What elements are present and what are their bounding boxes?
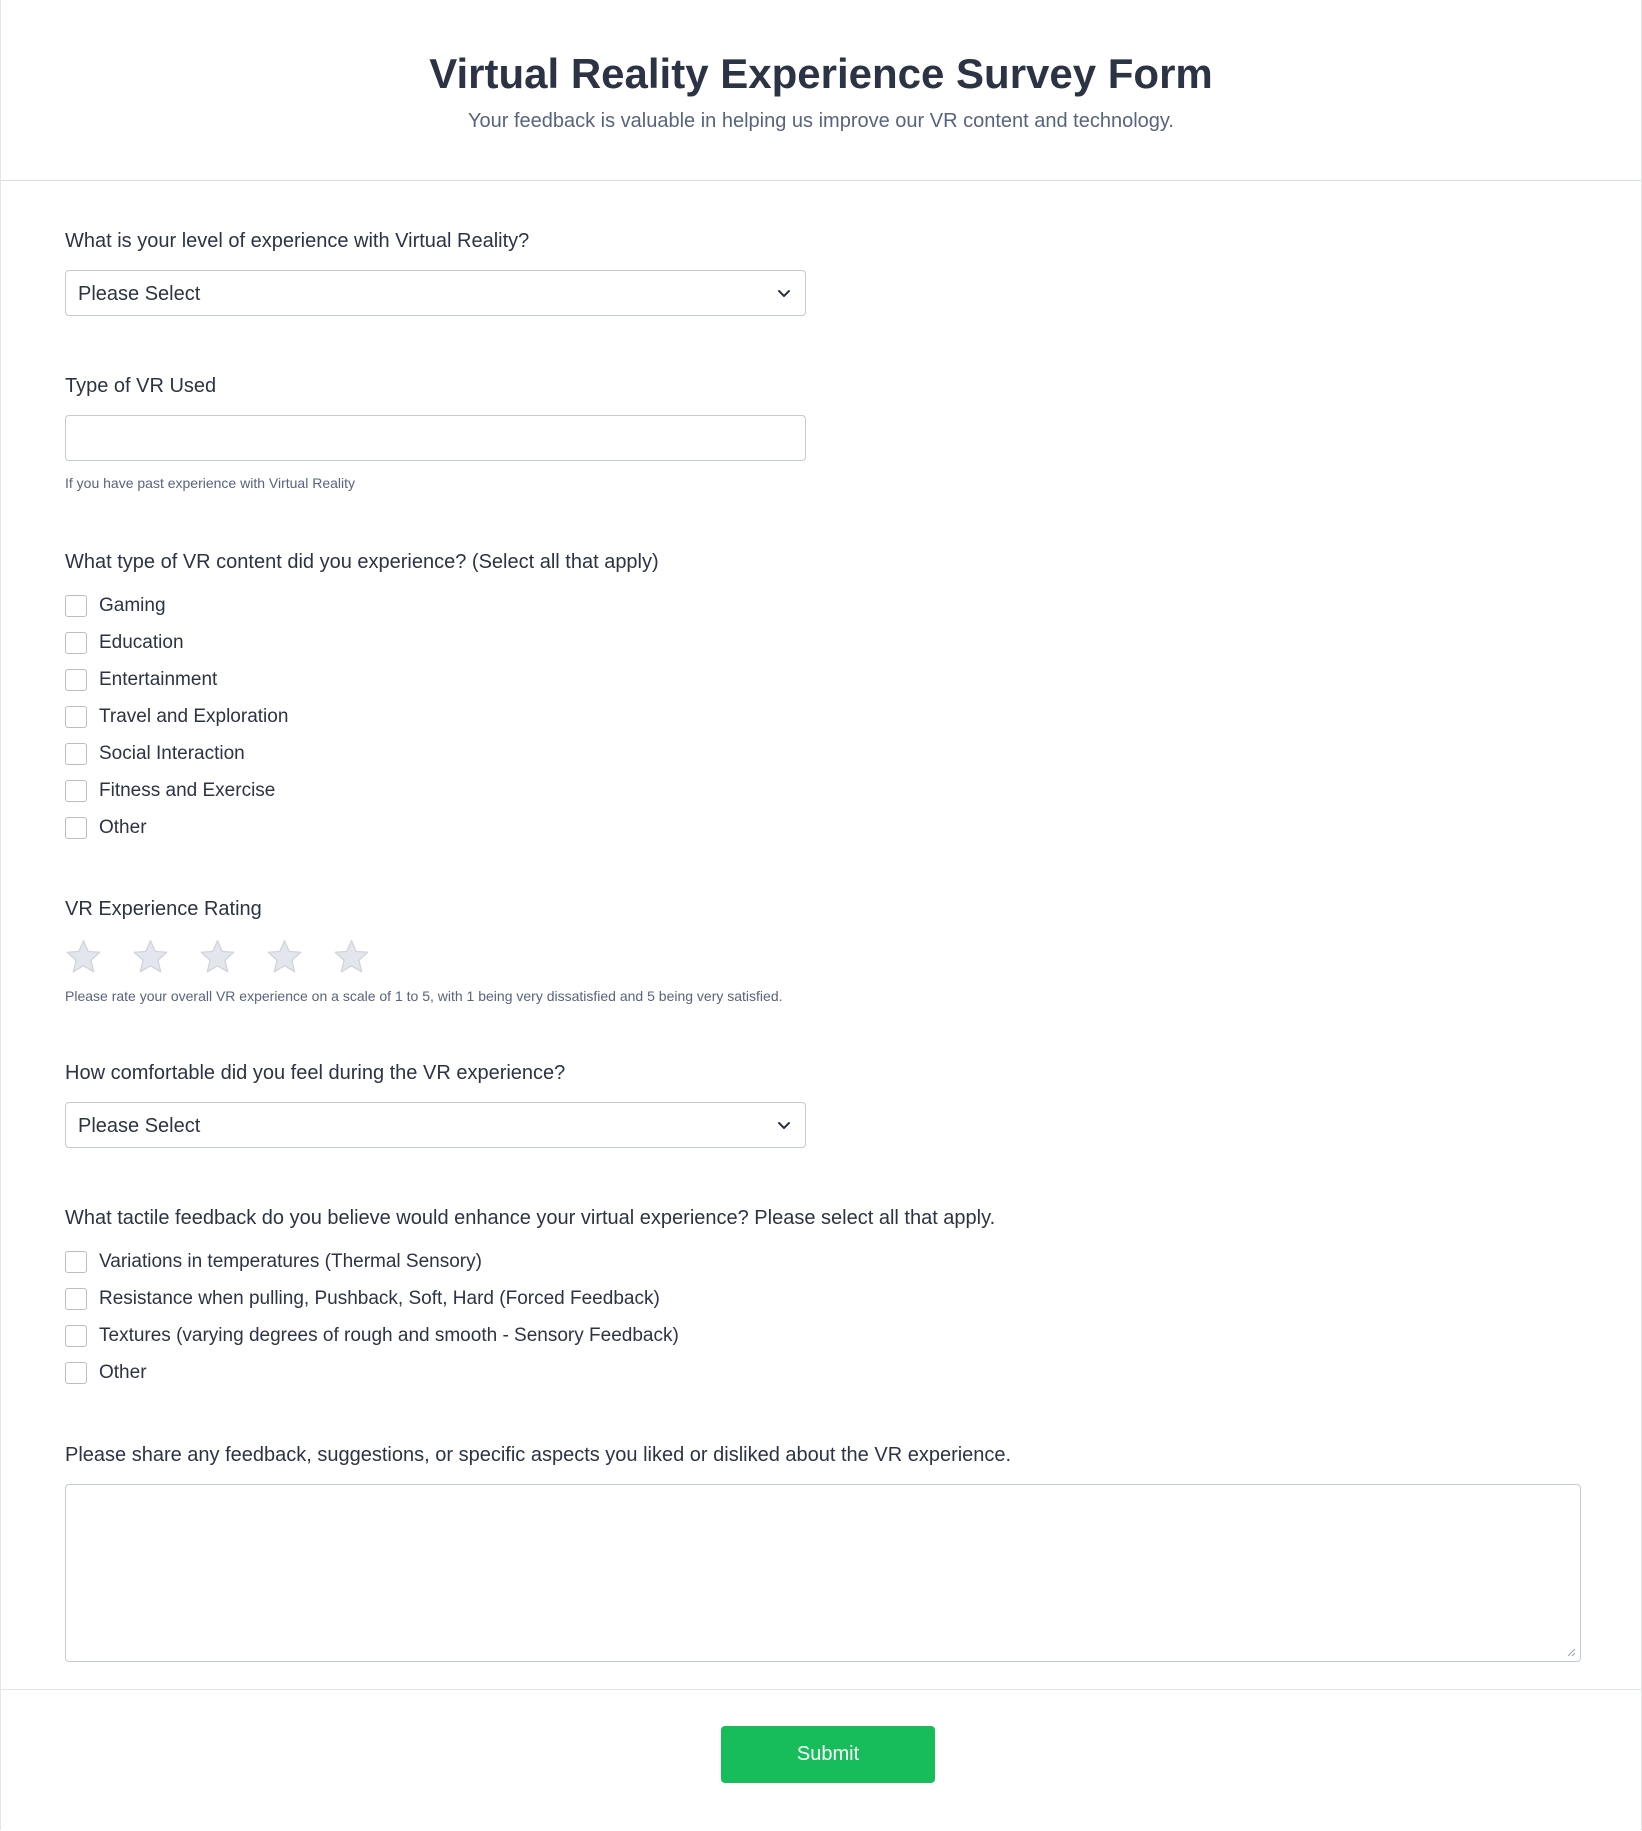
feedback-textarea[interactable] — [65, 1484, 1581, 1662]
checkbox[interactable] — [65, 669, 87, 691]
checkbox-label: Other — [99, 816, 147, 838]
feedback-field — [65, 1442, 1577, 1662]
tactile-option-textures[interactable] — [65, 1317, 1577, 1354]
comfort-dropdown[interactable] — [65, 1102, 806, 1148]
checkbox-label: Gaming — [99, 594, 166, 616]
checkbox[interactable] — [65, 706, 87, 728]
content-option-social[interactable] — [65, 735, 1577, 772]
tactile-options — [65, 1243, 1577, 1391]
content-option-entertainment[interactable] — [65, 661, 1577, 698]
tactile-field — [65, 1205, 1577, 1391]
star-icon[interactable] — [199, 938, 236, 975]
checkbox[interactable] — [65, 1325, 87, 1347]
rating-field — [65, 896, 1577, 1005]
vr-type-input[interactable] — [65, 415, 806, 461]
checkbox[interactable] — [65, 817, 87, 839]
checkbox[interactable] — [65, 780, 87, 802]
star-icon[interactable] — [333, 938, 370, 975]
comfort-value: Please Select — [78, 1115, 201, 1137]
vr-type-field — [65, 373, 1577, 492]
checkbox-label: Social Interaction — [99, 742, 245, 764]
vr-type-label: Type of VR Used — [65, 375, 217, 397]
star-icon[interactable] — [132, 938, 169, 975]
content-option-fitness[interactable] — [65, 772, 1577, 809]
content-option-travel[interactable] — [65, 698, 1577, 735]
chevron-down-icon — [775, 284, 793, 302]
checkbox-label: Resistance when pulling, Pushback, Soft, Hard (Forced Feedback) — [99, 1287, 660, 1309]
star-rating — [65, 938, 1577, 975]
resize-grip-icon[interactable] — [1566, 1647, 1576, 1657]
tactile-option-forced[interactable] — [65, 1280, 1577, 1317]
checkbox[interactable] — [65, 595, 87, 617]
vr-type-sublabel: If you have past experience with Virtual Reality — [65, 475, 356, 491]
comfort-label: How comfortable did you feel during the VR experience? — [65, 1062, 566, 1084]
checkbox-label: Entertainment — [99, 668, 218, 690]
comfort-field — [65, 1060, 1577, 1148]
checkbox-label: Variations in temperatures (Thermal Sensory) — [99, 1250, 482, 1272]
checkbox[interactable] — [65, 1251, 87, 1273]
content-option-other[interactable] — [65, 809, 1577, 846]
checkbox-label: Textures (varying degrees of rough and smooth - Sensory Feedback) — [99, 1324, 679, 1346]
tactile-label: What tactile feedback do you believe would enhance your virtual experience? Please select all that apply. — [65, 1207, 996, 1229]
checkbox[interactable] — [65, 1362, 87, 1384]
checkbox-label: Education — [99, 631, 184, 653]
checkbox-label: Travel and Exploration — [99, 705, 289, 727]
star-icon[interactable] — [266, 938, 303, 975]
experience-level-label: What is your level of experience with Virtual Reality? — [65, 230, 530, 252]
submit-button[interactable]: Submit — [721, 1726, 935, 1783]
form-subtitle: Your feedback is valuable in helping us improve our VR content and technology. — [467, 110, 1174, 132]
checkbox[interactable] — [65, 632, 87, 654]
checkbox-label: Fitness and Exercise — [99, 779, 276, 801]
checkbox[interactable] — [65, 743, 87, 765]
form-title: Virtual Reality Experience Survey Form — [429, 50, 1213, 97]
rating-label: VR Experience Rating — [65, 898, 262, 920]
tactile-option-other[interactable] — [65, 1354, 1577, 1391]
experience-level-dropdown[interactable] — [65, 270, 806, 316]
rating-note: Please rate your overall VR experience on a scale of 1 to 5, with 1 being very dissatisfied and 5 being very satisfied. — [65, 988, 783, 1004]
star-icon[interactable] — [65, 938, 102, 975]
experience-level-value: Please Select — [78, 283, 201, 305]
tactile-option-thermal[interactable] — [65, 1243, 1577, 1280]
checkbox-label: Other — [99, 1361, 147, 1383]
content-type-field — [65, 549, 1577, 846]
checkbox[interactable] — [65, 1288, 87, 1310]
content-option-gaming[interactable] — [65, 587, 1577, 624]
content-type-options — [65, 587, 1577, 846]
chevron-down-icon — [775, 1116, 793, 1134]
experience-level-field — [65, 228, 1577, 316]
content-type-label: What type of VR content did you experience? (Select all that apply) — [65, 551, 659, 573]
form-header — [1, 0, 1641, 181]
form-footer — [1, 1689, 1641, 1831]
content-option-education[interactable] — [65, 624, 1577, 661]
feedback-label: Please share any feedback, suggestions, or specific aspects you liked or disliked about the VR experience. — [65, 1444, 1012, 1466]
